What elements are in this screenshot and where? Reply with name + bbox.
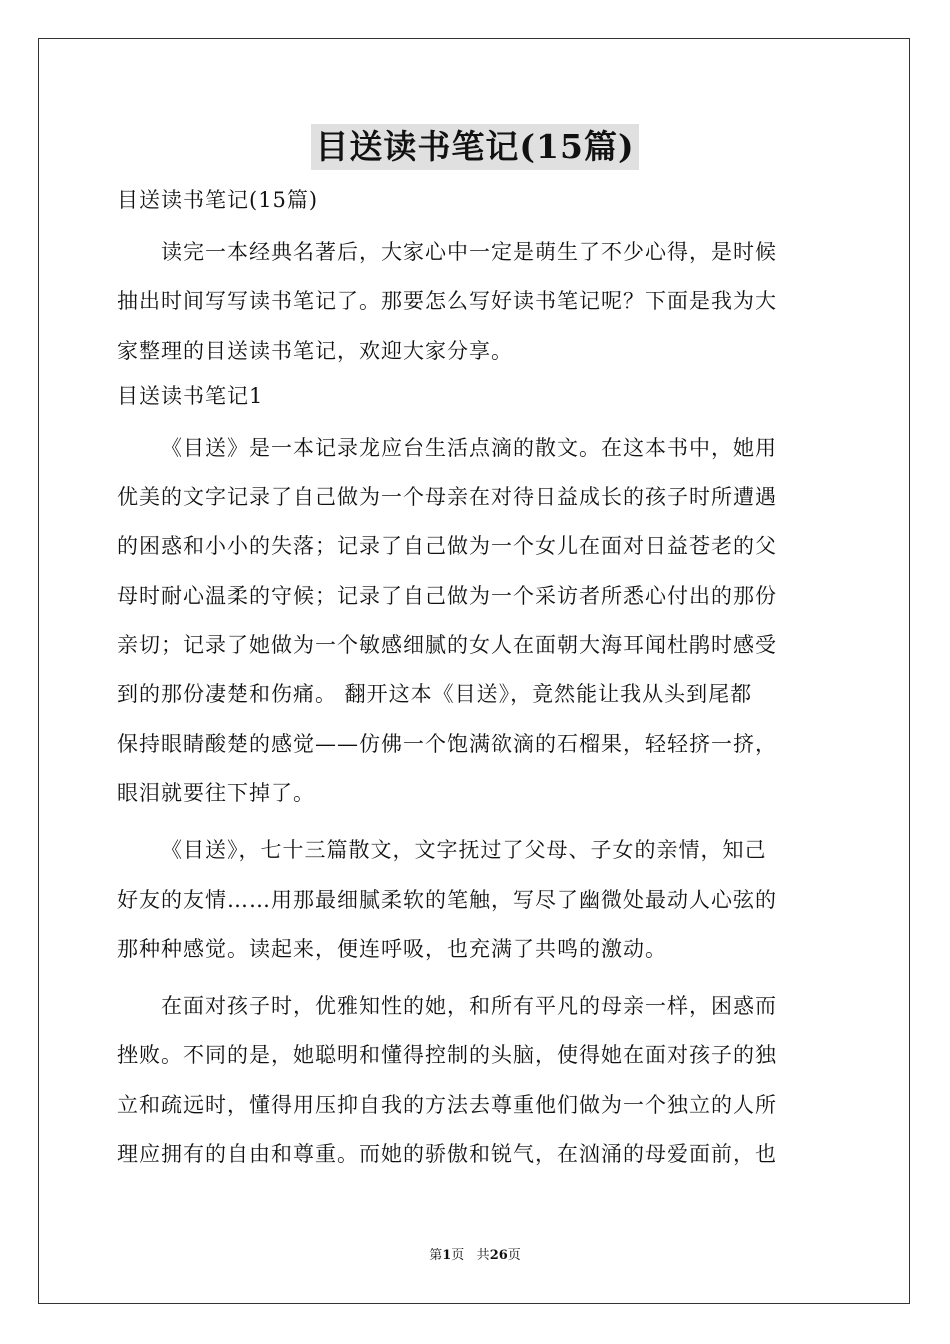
text-line: 家整理的目送读书笔记，欢迎大家分享。 [117,338,513,363]
section-heading: 目送读书笔记1 [117,383,264,408]
title-wrap [0,124,950,170]
text-line: 到的那份凄楚和伤痛。 翻开这本《目送》，竟然能让我从头到尾都 [117,682,753,707]
total-prefix: 共 [476,1248,490,1263]
text-line: 的困惑和小小的失落；记录了自己做为一个女儿在面对日益苍老的父 [117,534,777,559]
text-line: 优美的文字记录了自己做为一个母亲在对待日益成长的孩子时所遭遇 [117,485,777,510]
page-footer [0,1246,950,1266]
text-line: 读完一本经典名著后，大家心中一定是萌生了不少心得，是时候 [161,240,777,264]
text-line: 那种种感觉。读起来，便连呼吸，也充满了共鸣的激动。 [117,936,667,961]
paragraph-2 [117,826,833,974]
text-line: 理应拥有的自由和尊重。而她的骄傲和锐气，在汹涌的母爱面前，也 [117,1142,777,1167]
total-pages: 26 [489,1248,508,1263]
document-title: 目送读书笔记(15篇) [311,124,638,170]
text-line: 眼泪就要往下掉了。 [117,780,315,805]
total-suffix: 页 [507,1248,521,1263]
paragraph-3 [117,982,833,1179]
page-number: 1 [442,1248,452,1263]
page-suffix: 页 [451,1248,465,1263]
text-line: 在面对孩子时，优雅知性的她，和所有平凡的母亲一样，困惑而 [161,994,777,1019]
text-line: 《目送》是一本记录龙应台生活点滴的散文。在这本书中，她用 [161,435,777,460]
text-line: 《目送》，七十三篇散文，文字抚过了父母、子女的亲情，知己 [161,838,767,863]
intro-paragraph [117,228,833,376]
text-line: 立和疏远时，懂得用压抑自我的方法去尊重他们做为一个独立的人所 [117,1092,777,1117]
paragraph-1 [117,424,833,818]
document-body [117,180,833,1179]
text-line: 亲切；记录了她做为一个敏感细腻的女人在面朝大海耳闻杜鹃时感受 [117,633,777,658]
document-subtitle: 目送读书笔记(15篇) [117,188,319,212]
text-line: 挫败。不同的是，她聪明和懂得控制的头脑，使得她在面对孩子的独 [117,1043,777,1068]
text-line: 抽出时间写写读书笔记了。那要怎么写好读书笔记呢？下面是我为大 [117,289,777,314]
text-line: 母时耐心温柔的守候；记录了自己做为一个采访者所悉心付出的那份 [117,583,777,608]
text-line: 保持眼睛酸楚的感觉——仿佛一个饱满欲滴的石榴果，轻轻挤一挤， [117,731,777,756]
text-line: 好友的友情……用那最细腻柔软的笔触，写尽了幽微处最动人心弦的 [117,887,777,912]
page-prefix: 第 [429,1248,443,1263]
